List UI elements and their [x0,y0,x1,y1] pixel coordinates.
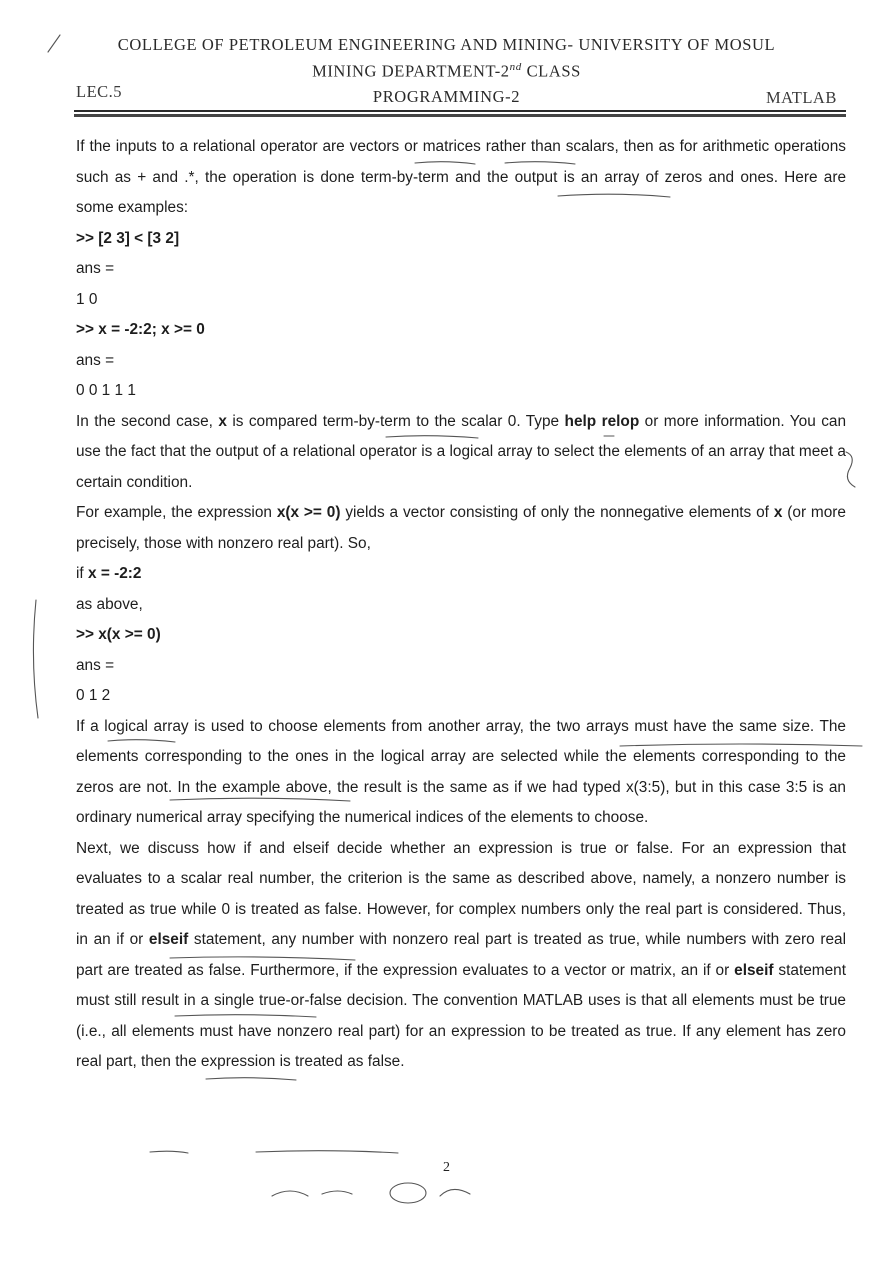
example3-ans-label: ans = [76,656,115,674]
p3-text-a: For example, the expression [76,504,277,521]
pen-scribble-note [272,1189,470,1196]
p2-help-relop: help relop [564,412,640,430]
as-above-text: as above, [76,595,143,613]
if-assignment [76,559,846,590]
header-rule-bottom [74,114,846,117]
p3-var-x: x [773,504,783,521]
pen-bracket-right [846,452,855,487]
pen-circle-note [390,1183,426,1203]
example2-ans-label: ans = [76,351,115,369]
example3-output: 0 1 2 [76,687,111,704]
if-code: x = -2:2 [87,565,142,582]
example2-output: 0 0 1 1 1 [76,382,136,399]
if-prefix: if [76,565,88,582]
example3-command: >> x(x >= 0) [76,626,161,643]
p2-var-x: x [218,412,227,430]
p2-text-d: or more information. You can use the fact that the output of a relational operator is a logical array to select the elements of an array that meet a certain condition. [76,412,847,491]
pen-underline-single [206,1078,296,1080]
department-label: MINING DEPARTMENT-2 [312,61,510,81]
if-elseif-paragraph [76,834,846,1078]
class-label: CLASS [521,61,581,81]
example1-command: >> [2 3] < [3 2] [76,229,180,247]
p3-text-b: yields a vector consisting of only the nonnegative elements of [340,504,774,521]
p3-text-c: (or more precisely, those with nonzero real part). So, [76,504,846,552]
p2-text-c: . Type [516,412,565,430]
subject-label: MATLAB [766,88,837,107]
pen-mark-footer-2 [256,1151,398,1153]
p5-text-a: Next, we discuss how if and elseif decide whether an expression is true or false. For an expression that evaluates to a scalar real number, the criterion is the same as described above, namely, a nonzero number is treated as true while 0 is treated as false. However, for complex numbers only the real part is considered. Thus, in an if or [76,839,846,948]
p3-expression: x(x >= 0) [276,504,341,521]
college-title: COLLEGE OF PETROLEUM ENGINEERING AND MINING- UNIVERSITY OF MOSUL [117,35,776,54]
example2-command: >> x = -2:2; x >= 0 [76,321,205,338]
p5-text-b: statement, any number with nonzero real part is treated as true, while numbers with zero real part are treated as false. Furthermore, if the expression evaluates to a vector or matrix, an if or [76,931,846,979]
intro-paragraph: If the inputs to a relational operator are vectors or matrices rather than scalars, then as for arithmetic operations such as + and .*, the operation is done term-by-term and the output is an array of zeros and ones. Here are some examples: [76,138,846,216]
header-rule-top [74,110,846,112]
page-number: 2 [443,1160,450,1175]
p2-text-a: In the second case, [76,412,219,430]
example1-ans-label: ans = [76,260,115,277]
p2-scalar-zero: 0 [507,412,517,430]
lecture-body [76,132,846,1078]
p5-text-c: statement must still result in a single true-or-false decision. The convention MATLAB uses is that all elements must be true (i.e., all elements must have nonzero real part) for an expression to be treated as true. If any element has zero real part, then the expression is treated as false. [76,961,847,1070]
department-title [0,61,893,82]
ordinal-suffix: nd [509,61,522,73]
second-case-paragraph [76,407,846,499]
lecture-label: LEC.5 [76,82,123,101]
p5-elseif-1: elseif [148,931,189,948]
logical-array-paragraph: If a logical array is used to choose elements from another array, the two arrays must have the same size. The elements corresponding to the ones in the logical array are selected while the elements corresponding to the zeros are not. In the example above, the result is the same as if we had typed x(3:5), but in this case 3:5 is an ordinary numerical array specifying the numerical indices of the elements to choose. [76,717,846,826]
p2-text-b: is compared term-by-term to the scalar [226,412,508,430]
course-title: PROGRAMMING-2 [372,87,521,106]
p5-elseif-2: elseif [734,961,774,979]
example-expression-paragraph [76,498,846,559]
example1-output: 1 0 [76,290,98,308]
pen-mark-footer-1 [150,1151,188,1153]
pen-bracket-left [33,600,38,718]
